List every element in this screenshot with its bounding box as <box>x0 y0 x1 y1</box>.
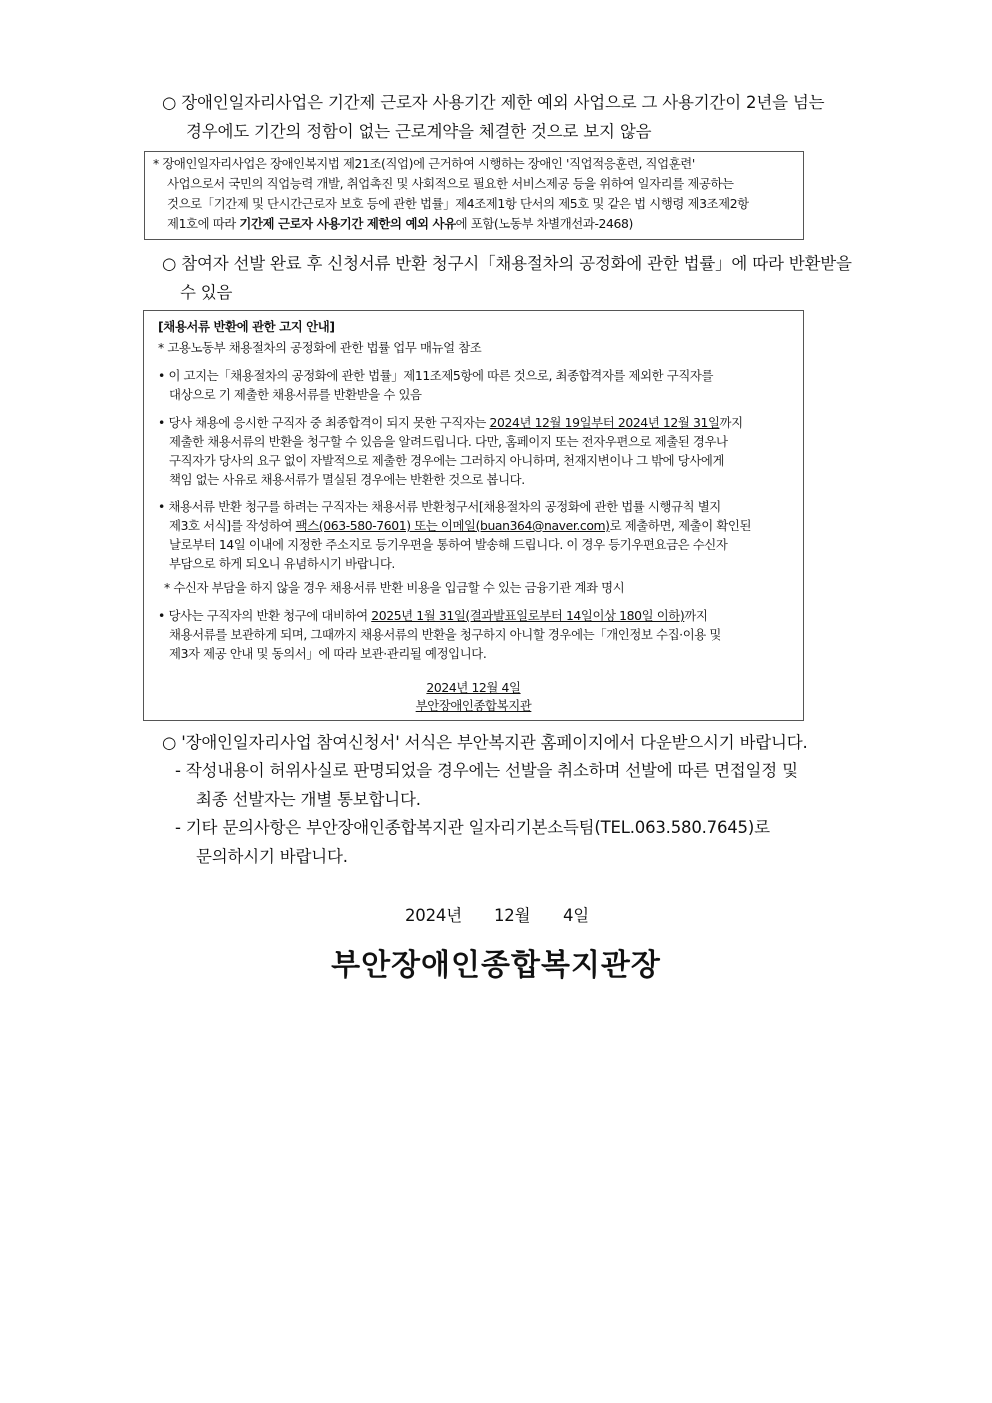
footer-year: 2024년 <box>405 906 462 925</box>
section2-line2: 수 있음 <box>180 283 233 302</box>
notice-p3-line2 <box>169 517 751 536</box>
note-box-1 <box>144 151 804 240</box>
note1-line4 <box>167 215 633 234</box>
notice-p4-line3: 제3자 제공 안내 및 동의서」에 따라 보관·관리될 예정입니다. <box>169 646 487 661</box>
notice-org: 부안장애인종합복지관 <box>415 698 532 713</box>
notice-p4-line2: 채용서류를 보관하게 되며, 그때까지 채용서류의 반환을 청구하지 아니할 경우에는「개인정보 수집·이용 및 <box>169 627 721 642</box>
notice-p1-line2: 대상으로 기 제출한 채용서류를 반환받을 수 있음 <box>169 387 422 402</box>
section1-line2: 경우에도 기간의 정함이 없는 근로계약을 체결한 것으로 보지 않음 <box>186 122 652 141</box>
notice-p4-line1 <box>158 607 707 626</box>
notice-p3-suffix: 로 제출하면, 제출이 확인된 <box>609 518 752 533</box>
notice-p1-line1: • 이 고지는「채용절차의 공정화에 관한 법률」제11조제5항에 따른 것으로, 최종합격자를 제외한 구직자를 <box>158 368 714 383</box>
section3-dash1-line1: - 작성내용이 허위사실로 판명되었을 경우에는 선발을 취소하며 선발에 따른 면접일정 및 <box>175 761 798 780</box>
note1-line3: 것으로「기간제 및 단시간근로자 보호 등에 관한 법률」제4조제1항 단서의 제5호 및 같은 법 시행령 제3조제2항 <box>167 196 749 211</box>
notice-title: [채용서류 반환에 관한 고지 안내] <box>158 319 335 334</box>
notice-p3-note: * 수신자 부담을 하지 않을 경우 채용서류 반환 비용을 입금할 수 있는 금융기관 계좌 명시 <box>164 580 625 595</box>
notice-p2-prefix: • 당사 채용에 응시한 구직자 중 최종합격이 되지 못한 구직자는 <box>158 415 490 430</box>
notice-p2-line4: 책임 없는 사유로 채용서류가 멸실된 경우에는 반환한 것으로 봅니다. <box>169 472 525 487</box>
notice-p3-contact: 팩스(063-580-7601) 또는 이메일(buan364@naver.com) <box>295 518 610 533</box>
footer-month: 12월 <box>494 906 531 925</box>
note1-line2: 사업으로서 국민의 직업능력 개발, 취업촉진 및 사회적으로 필요한 서비스제공 등을 위하여 일자리를 제공하는 <box>167 176 734 191</box>
section3-dash2-line2: 문의하시기 바랍니다. <box>196 847 348 866</box>
note1-line4-bold: 기간제 근로자 사용기간 제한의 예외 사유 <box>239 216 456 231</box>
notice-date: 2024년 12월 4일 <box>426 680 521 695</box>
notice-p2-line3: 구직자가 당사의 요구 없이 자발적으로 제출한 경우에는 그러하지 아니하며, 천재지변이나 그 밖에 당사에게 <box>169 453 725 468</box>
note1-line1: * 장애인일자리사업은 장애인복지법 제21조(직업)에 근거하여 시행하는 장애인 '직업적응훈련, 직업훈련' <box>153 156 695 171</box>
notice-p2-suffix: 까지 <box>719 415 743 430</box>
notice-box <box>143 310 804 721</box>
footer-day: 4일 <box>563 906 590 925</box>
notice-p2-period: 2024년 12월 19일부터 2024년 12월 31일 <box>489 415 720 430</box>
notice-p3-prefix: 제3호 서식]를 작성하여 <box>169 518 296 533</box>
notice-p4-prefix: • 당사는 구직자의 반환 청구에 대비하여 <box>158 608 372 623</box>
notice-p2-line2: 제출한 채용서류의 반환을 청구할 수 있음을 알려드립니다. 다만, 홈페이지 또는 전자우편으로 제출된 경우나 <box>169 434 728 449</box>
notice-p4-suffix: 까지 <box>684 608 708 623</box>
notice-p3-line3: 날로부터 14일 이내에 지정한 주소지로 등기우편을 통하여 발송해 드립니다. 이 경우 등기우편요금은 수신자 <box>169 537 728 552</box>
section3-dash1-line2: 최종 선발자는 개별 통보합니다. <box>196 790 421 809</box>
section3-line1: ○ '장애인일자리사업 참여신청서' 서식은 부안복지관 홈페이지에서 다운받으시기 바랍니다. <box>162 733 808 752</box>
section1-line1: ○ 장애인일자리사업은 기간제 근로자 사용기간 제한 예외 사업으로 그 사용기간이 2년을 넘는 <box>162 93 825 112</box>
note1-line4-suffix: 에 포함(노동부 차별개선과-2468) <box>455 216 633 231</box>
notice-p3-line4: 부담으로 하게 되오니 유념하시기 바랍니다. <box>169 556 395 571</box>
note1-line4-prefix: 제1호에 따라 <box>167 216 240 231</box>
signature: 부안장애인종합복지관장 <box>331 948 661 983</box>
section3-dash2-line1: - 기타 문의사항은 부안장애인종합복지관 일자리기본소득팀(TEL.063.580.7645)로 <box>175 818 770 837</box>
notice-reference: * 고용노동부 채용절차의 공정화에 관한 법률 업무 매뉴얼 참조 <box>158 340 482 355</box>
notice-p3-line1: • 채용서류 반환 청구를 하려는 구직자는 채용서류 반환청구서[채용절차의 공정화에 관한 법률 시행규칙 별지 <box>158 499 721 514</box>
section2-line1: ○ 참여자 선발 완료 후 신청서류 반환 청구시「채용절차의 공정화에 관한 법률」에 따라 반환받을 <box>162 254 852 273</box>
notice-p2-line1 <box>158 414 743 433</box>
notice-p4-deadline: 2025년 1월 31일(결과발표일로부터 14일이상 180일 이하) <box>371 608 685 623</box>
